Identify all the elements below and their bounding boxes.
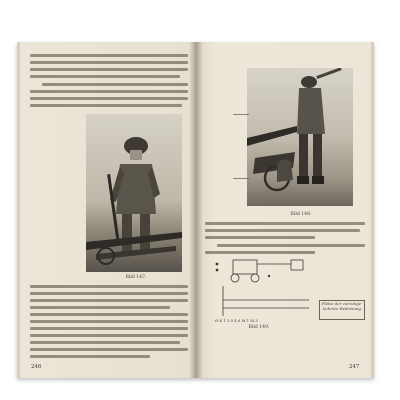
diagram-legend-box xyxy=(319,300,365,320)
callout-leader-line-2 xyxy=(233,178,249,179)
figure-149-caption: Bild 149. xyxy=(248,325,270,330)
diagram-gauge-label: Ø K 1 3 0 4 6 M 1 M 3 xyxy=(215,318,258,323)
open-book-spread xyxy=(17,42,374,378)
figure-147-photo xyxy=(86,114,182,272)
soldiers-with-gun-illustration xyxy=(247,68,353,206)
soldier-with-rifle-illustration xyxy=(86,114,182,272)
book-gutter xyxy=(189,42,203,378)
right-page-number: 247 xyxy=(349,364,360,370)
left-page-number: 246 xyxy=(31,364,42,370)
figure-147-caption: Bild 147. xyxy=(125,275,147,280)
callout-leader-line xyxy=(233,114,249,115)
figure-148-caption: Bild 148. xyxy=(290,212,312,217)
diagram-legend-line-2: kehrten Bedienung xyxy=(323,305,361,311)
diagram-legend-line-1: Plätze der zurückge- xyxy=(321,301,363,306)
right-page xyxy=(195,42,374,378)
figure-148-photo xyxy=(247,68,353,206)
figure-149-diagram xyxy=(213,256,313,320)
left-page xyxy=(17,42,195,378)
